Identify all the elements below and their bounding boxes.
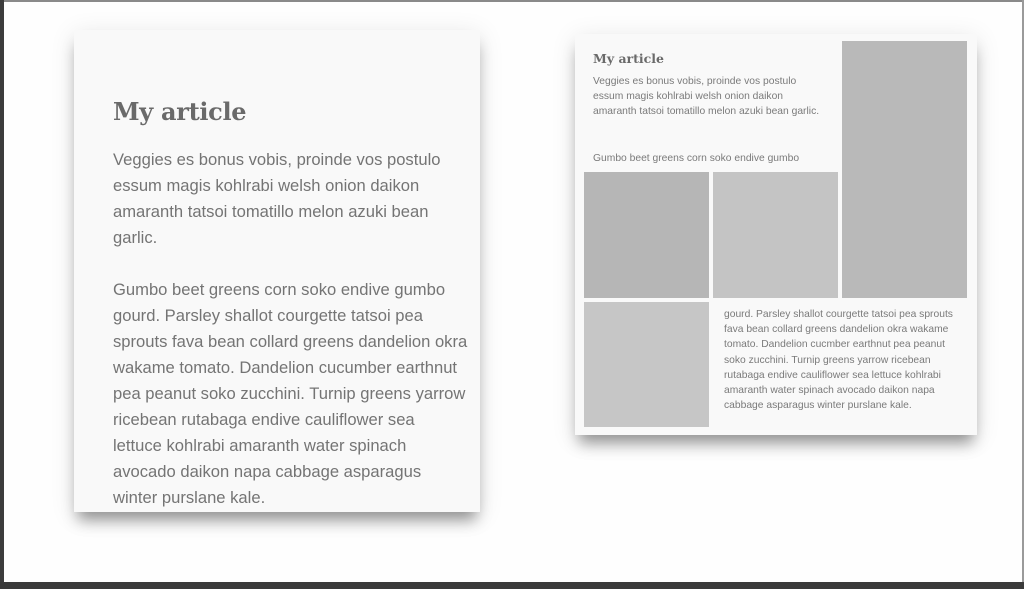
image-placeholder-3-tall	[842, 41, 967, 298]
article-title: My article	[113, 97, 247, 126]
article-paragraph-1: Veggies es bonus vobis, proinde vos postulo essum magis kohlrabi welsh onion daikon amaranth tatsoi tomatillo melon azuki bean garlic.	[113, 150, 441, 247]
article-paragraph-2-start: Gumbo beet greens corn soko endive gumbo	[593, 153, 800, 164]
image-placeholder-1	[584, 172, 709, 298]
article-card-plain	[74, 30, 480, 512]
window-frame-bottom	[0, 582, 1024, 589]
window-frame-left	[0, 0, 4, 589]
image-placeholder-2	[713, 172, 838, 298]
window-frame-top	[0, 0, 1024, 2]
article-paragraph-2-continued: gourd. Parsley shallot courgette tatsoi pea sprouts fava bean collard greens dandelion okra wakame tomato. Dandelion cucmber earthnut pea peanut soko zucchini. Turnip greens yarrow ricebean rutabaga endive cauliflower sea lettuce kohlrabi amaranth water spinach avocado daikon napa cabbage asparagus winter purslane kale.	[724, 309, 953, 412]
image-placeholder-4	[584, 302, 709, 427]
article-paragraph-1: Veggies es bonus vobis, proinde vos postulo essum magis kohlrabi welsh onion daikon amaranth tatsoi tomatillo melon azuki bean garlic.	[593, 76, 820, 118]
article-paragraph-2: Gumbo beet greens corn soko endive gumbo gourd. Parsley shallot courgette tatsoi pea sprouts fava bean collard greens dandelion okra wakame tomato. Dandelion cucumber earthnut pea peanut soko zucchini. Turnip greens yarrow ricebean rutabaga endive cauliflower sea lettuce kohlrabi amaranth water spinach avocado daikon napa cabbage asparagus winter purslane kale.	[113, 280, 468, 507]
article-card-with-images	[575, 34, 977, 435]
article-title: My article	[593, 51, 664, 66]
